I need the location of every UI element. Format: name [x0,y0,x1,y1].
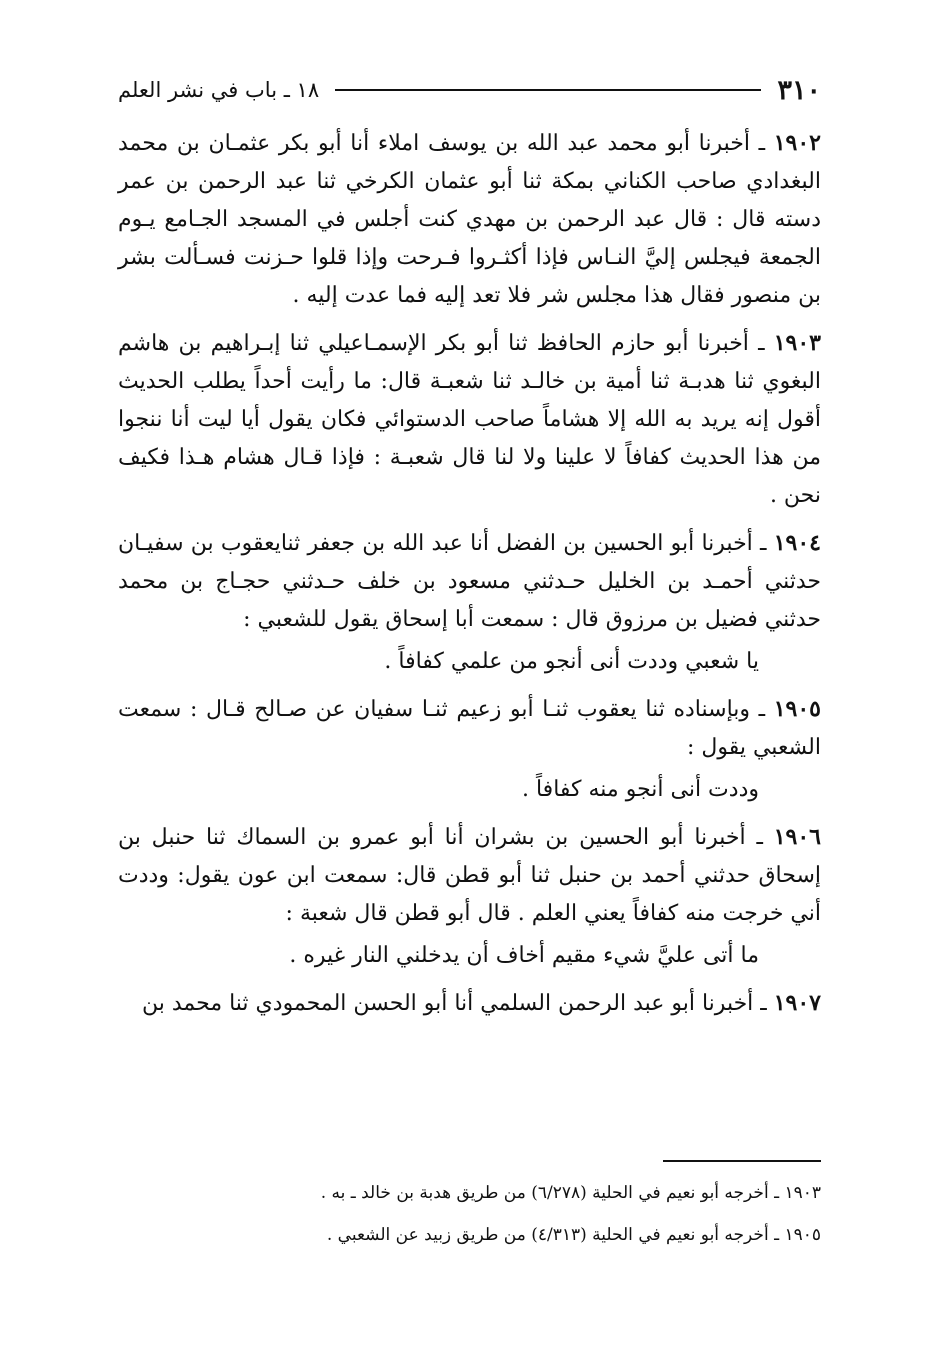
hadith-text: ـ أخبرنا أبو عبد الرحمن السلمي أنا أبو الحسن المحمودي ثنا محمد بن [141,991,774,1016]
footnote-1903: ١٩٠٣ ـ أخرجه أبو نعيم في الحلية (٦/٢٧٨) من طريق هدبة بن خالد ـ به . [320,1183,821,1203]
hadith-1903 [118,324,821,515]
footnotes [118,1178,821,1262]
hadith-1907 [118,984,821,1023]
quoted-saying: ما أتى عليَّ شيء مقيم أخاف أن يدخلني النار غيره . [289,943,759,968]
hadith-1906 [118,818,821,933]
footnote-1905: ١٩٠٥ ـ أخرجه أبو نعيم في الحلية (٤/٣١٣) من طريق زبيد عن الشعبي . [326,1225,821,1245]
hadith-number: ١٩٠٣ [773,330,821,356]
chapter-title: ١٨ ـ باب في نشر العلم [118,78,320,102]
hadith-number: ١٩٠٢ [773,130,821,156]
hadith-1902 [118,124,821,315]
hadith-number: ١٩٠٦ [773,824,821,850]
main-text [118,124,821,1023]
hadith-1904 [118,524,821,639]
hadith-text: ـ أخبرنا أبو الحسين بن الفضل أنا عبد الله بن جعفر ثنايعقوب بن سفيـان حدثني أحمـد بن الخليل حـدثني مسعود بن خلف حـدثني حجـاج بن محمد حدثني فضيل بن مرزوق قال : سمعت أبا إسحاق يقول للشعبي : [118,531,821,632]
quoted-saying: وددت أنى أنجو منه كفافاً . [521,777,759,802]
quoted-saying: يا شعبي وددت أنى أنجو من علمي كفافاً . [384,649,759,674]
header-rule [335,89,761,91]
hadith-text: ـ أخبرنا أبو محمد عبد الله بن يوسف املاء أنا أبو بكر عثمـان بن محمد البغدادي صاحب الكناني بمكة ثنا أبو عثمان الكرخي ثنا عبد الرحمن بن عمر دسته قال : قال عبد الرحمن بن مهدي كنت أجلس في المسجد الجـامع يـوم الجمعة فيجلس إليَّ النـاس فإذا أكثـروا فـرحت وإذا قلوا حـزنت فسـألت بشر بن منصور فقال هذا مجلس شر فلا تعد إليه فما عدت إليه . [118,131,821,308]
hadith-number: ١٩٠٥ [773,696,821,722]
footnote-separator [663,1160,821,1162]
hadith-number: ١٩٠٧ [773,990,821,1016]
hadith-number: ١٩٠٤ [773,530,821,556]
hadith-1905 [118,690,821,767]
hadith-text: ـ وبإسناده ثنا يعقوب ثنـا أبو زعيم ثنـا سفيان عن صـالح قـال : سمعت الشعبي يقول : [118,697,821,760]
hadith-text: ـ أخبرنا أبو حازم الحافظ ثنا أبو بكر الإسمـاعيلي ثنا إبـراهيم بن هاشم البغوي ثنا هدبـة ثنا أمية بن خالـد ثنا شعبـة قال: ما رأيت أحداً يطلب الحديث أقول إنه يريد به الله إلا هشاماً صاحب الدستوائي فكان يقول أيا ليت أنا ننجوا من هذا الحديث كفافاً لا علينا ولا لنا قال شعبـة : فإذا قـال هشام هـذا فكيف نحن . [118,331,821,508]
running-header [118,66,821,114]
page-number: ٣١٠ [777,74,821,106]
hadith-text: ـ أخبرنا أبو الحسين بن بشران أنا أبو عمرو بن السماك ثنا حنبل بن إسحاق حدثني أحمد بن حنبل ثنا أبو قطن قال: سمعت ابن عون يقول: وددت أني خرجت منه كفافاً يعني العلم . قال أبو قطن قال شعبة : [118,825,821,926]
